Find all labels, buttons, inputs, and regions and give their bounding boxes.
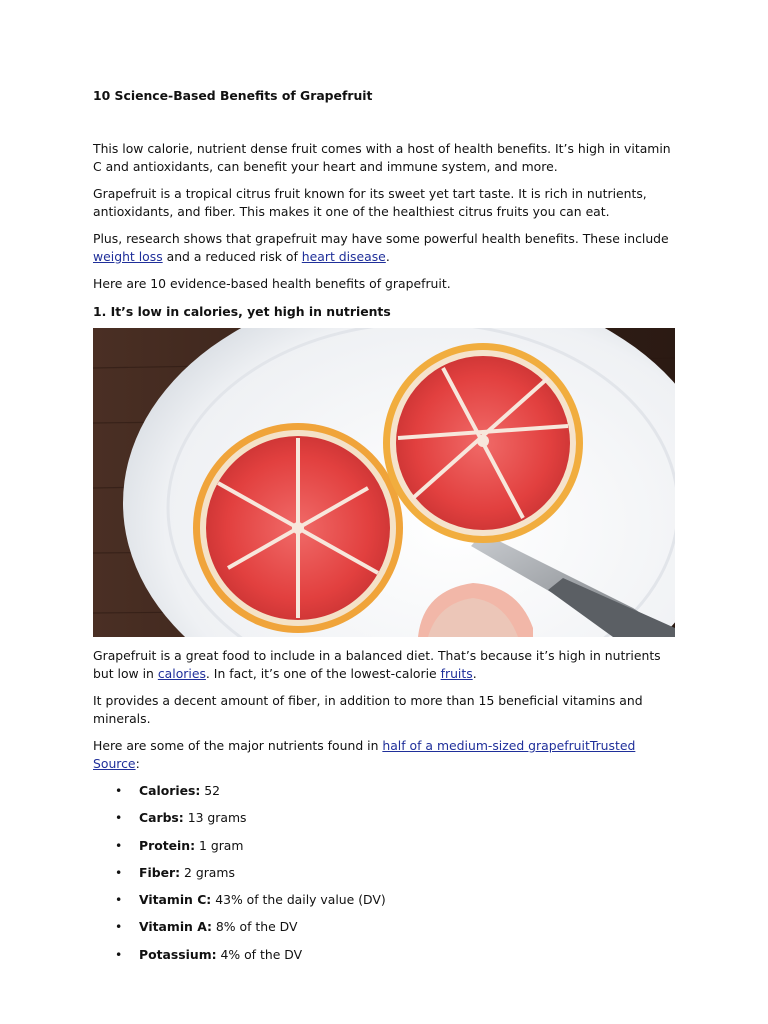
heart-disease-link[interactable]: heart disease xyxy=(301,248,386,264)
nutrient-label: Carbs: xyxy=(139,810,184,826)
calories-link[interactable]: calories xyxy=(157,665,206,681)
list-item xyxy=(93,782,678,809)
description-paragraph: Grapefruit is a tropical citrus fruit known for its sweet yet tart taste. It is rich in nutrients, antioxidants, and fiber. This makes it one of the healthiest citrus fruits you can eat. xyxy=(93,186,647,219)
nutrient-value: 8% of the DV xyxy=(211,919,298,935)
research-text-middle: and a reduced risk of xyxy=(162,248,302,264)
bullet: • xyxy=(115,810,123,826)
research-text-after: . xyxy=(385,248,390,264)
list-item xyxy=(93,946,678,973)
intro-paragraph: This low calorie, nutrient dense fruit comes with a host of health benefits. It’s high in vitamin C and antioxidants, can benefit your heart and immune system, and more. xyxy=(93,141,671,174)
diet-text-before: Grapefruit is a great food to include in a balanced diet. That’s because it’s high in nutrients but low in xyxy=(93,648,661,681)
balanced-diet-paragraph xyxy=(93,647,678,682)
list-item xyxy=(93,918,678,945)
nutrient-label: Vitamin A: xyxy=(139,919,212,935)
bullet: • xyxy=(115,837,123,853)
nutrients-text-after: : xyxy=(135,755,140,771)
grapefruit-photo xyxy=(93,328,675,637)
fiber-paragraph: It provides a decent amount of fiber, in addition to more than 15 beneficial vitamins and minerals. xyxy=(93,693,643,726)
list-item xyxy=(93,864,678,891)
nutrients-intro-paragraph xyxy=(93,737,678,772)
nutrient-label: Fiber: xyxy=(139,864,181,880)
nutrients-list xyxy=(93,782,678,973)
list-item xyxy=(93,891,678,918)
nutrient-value: 1 gram xyxy=(195,837,244,853)
diet-text-middle: . In fact, it’s one of the lowest-calorie xyxy=(205,665,441,681)
list-item xyxy=(93,809,678,836)
nutrient-value: 13 grams xyxy=(183,810,247,826)
article-body xyxy=(93,87,678,973)
nutrient-label: Vitamin C: xyxy=(139,892,212,908)
fruits-link[interactable]: fruits xyxy=(440,665,473,681)
bullet: • xyxy=(115,864,123,880)
weight-loss-link[interactable]: weight loss xyxy=(93,248,163,264)
bullet: • xyxy=(115,783,123,798)
trusted-source-link[interactable]: half of a medium-sized grapefruitTrusted Source xyxy=(93,738,636,771)
research-paragraph xyxy=(93,230,678,265)
bullet: • xyxy=(115,919,123,935)
bullet: • xyxy=(115,946,123,962)
nutrient-value: 2 grams xyxy=(180,864,235,880)
diet-text-after: . xyxy=(472,665,477,681)
nutrient-label: Potassium: xyxy=(139,946,217,962)
nutrient-value: 4% of the DV xyxy=(216,946,303,962)
benefits-intro-paragraph: Here are 10 evidence-based health benefits of grapefruit. xyxy=(93,276,451,291)
nutrient-label: Protein: xyxy=(139,837,196,853)
nutrients-text-before: Here are some of the major nutrients found in xyxy=(93,738,383,753)
nutrient-value: 43% of the daily value (DV) xyxy=(211,892,386,908)
list-item xyxy=(93,837,678,864)
bullet: • xyxy=(115,892,123,908)
article-title: 10 Science-Based Benefits of Grapefruit xyxy=(93,88,373,103)
nutrient-label: Calories: xyxy=(139,783,201,798)
nutrient-value: 52 xyxy=(200,783,221,798)
section-heading-1: 1. It’s low in calories, yet high in nutrients xyxy=(93,303,391,319)
research-text-before: Plus, research shows that grapefruit may have some powerful health benefits. These include xyxy=(93,231,669,246)
